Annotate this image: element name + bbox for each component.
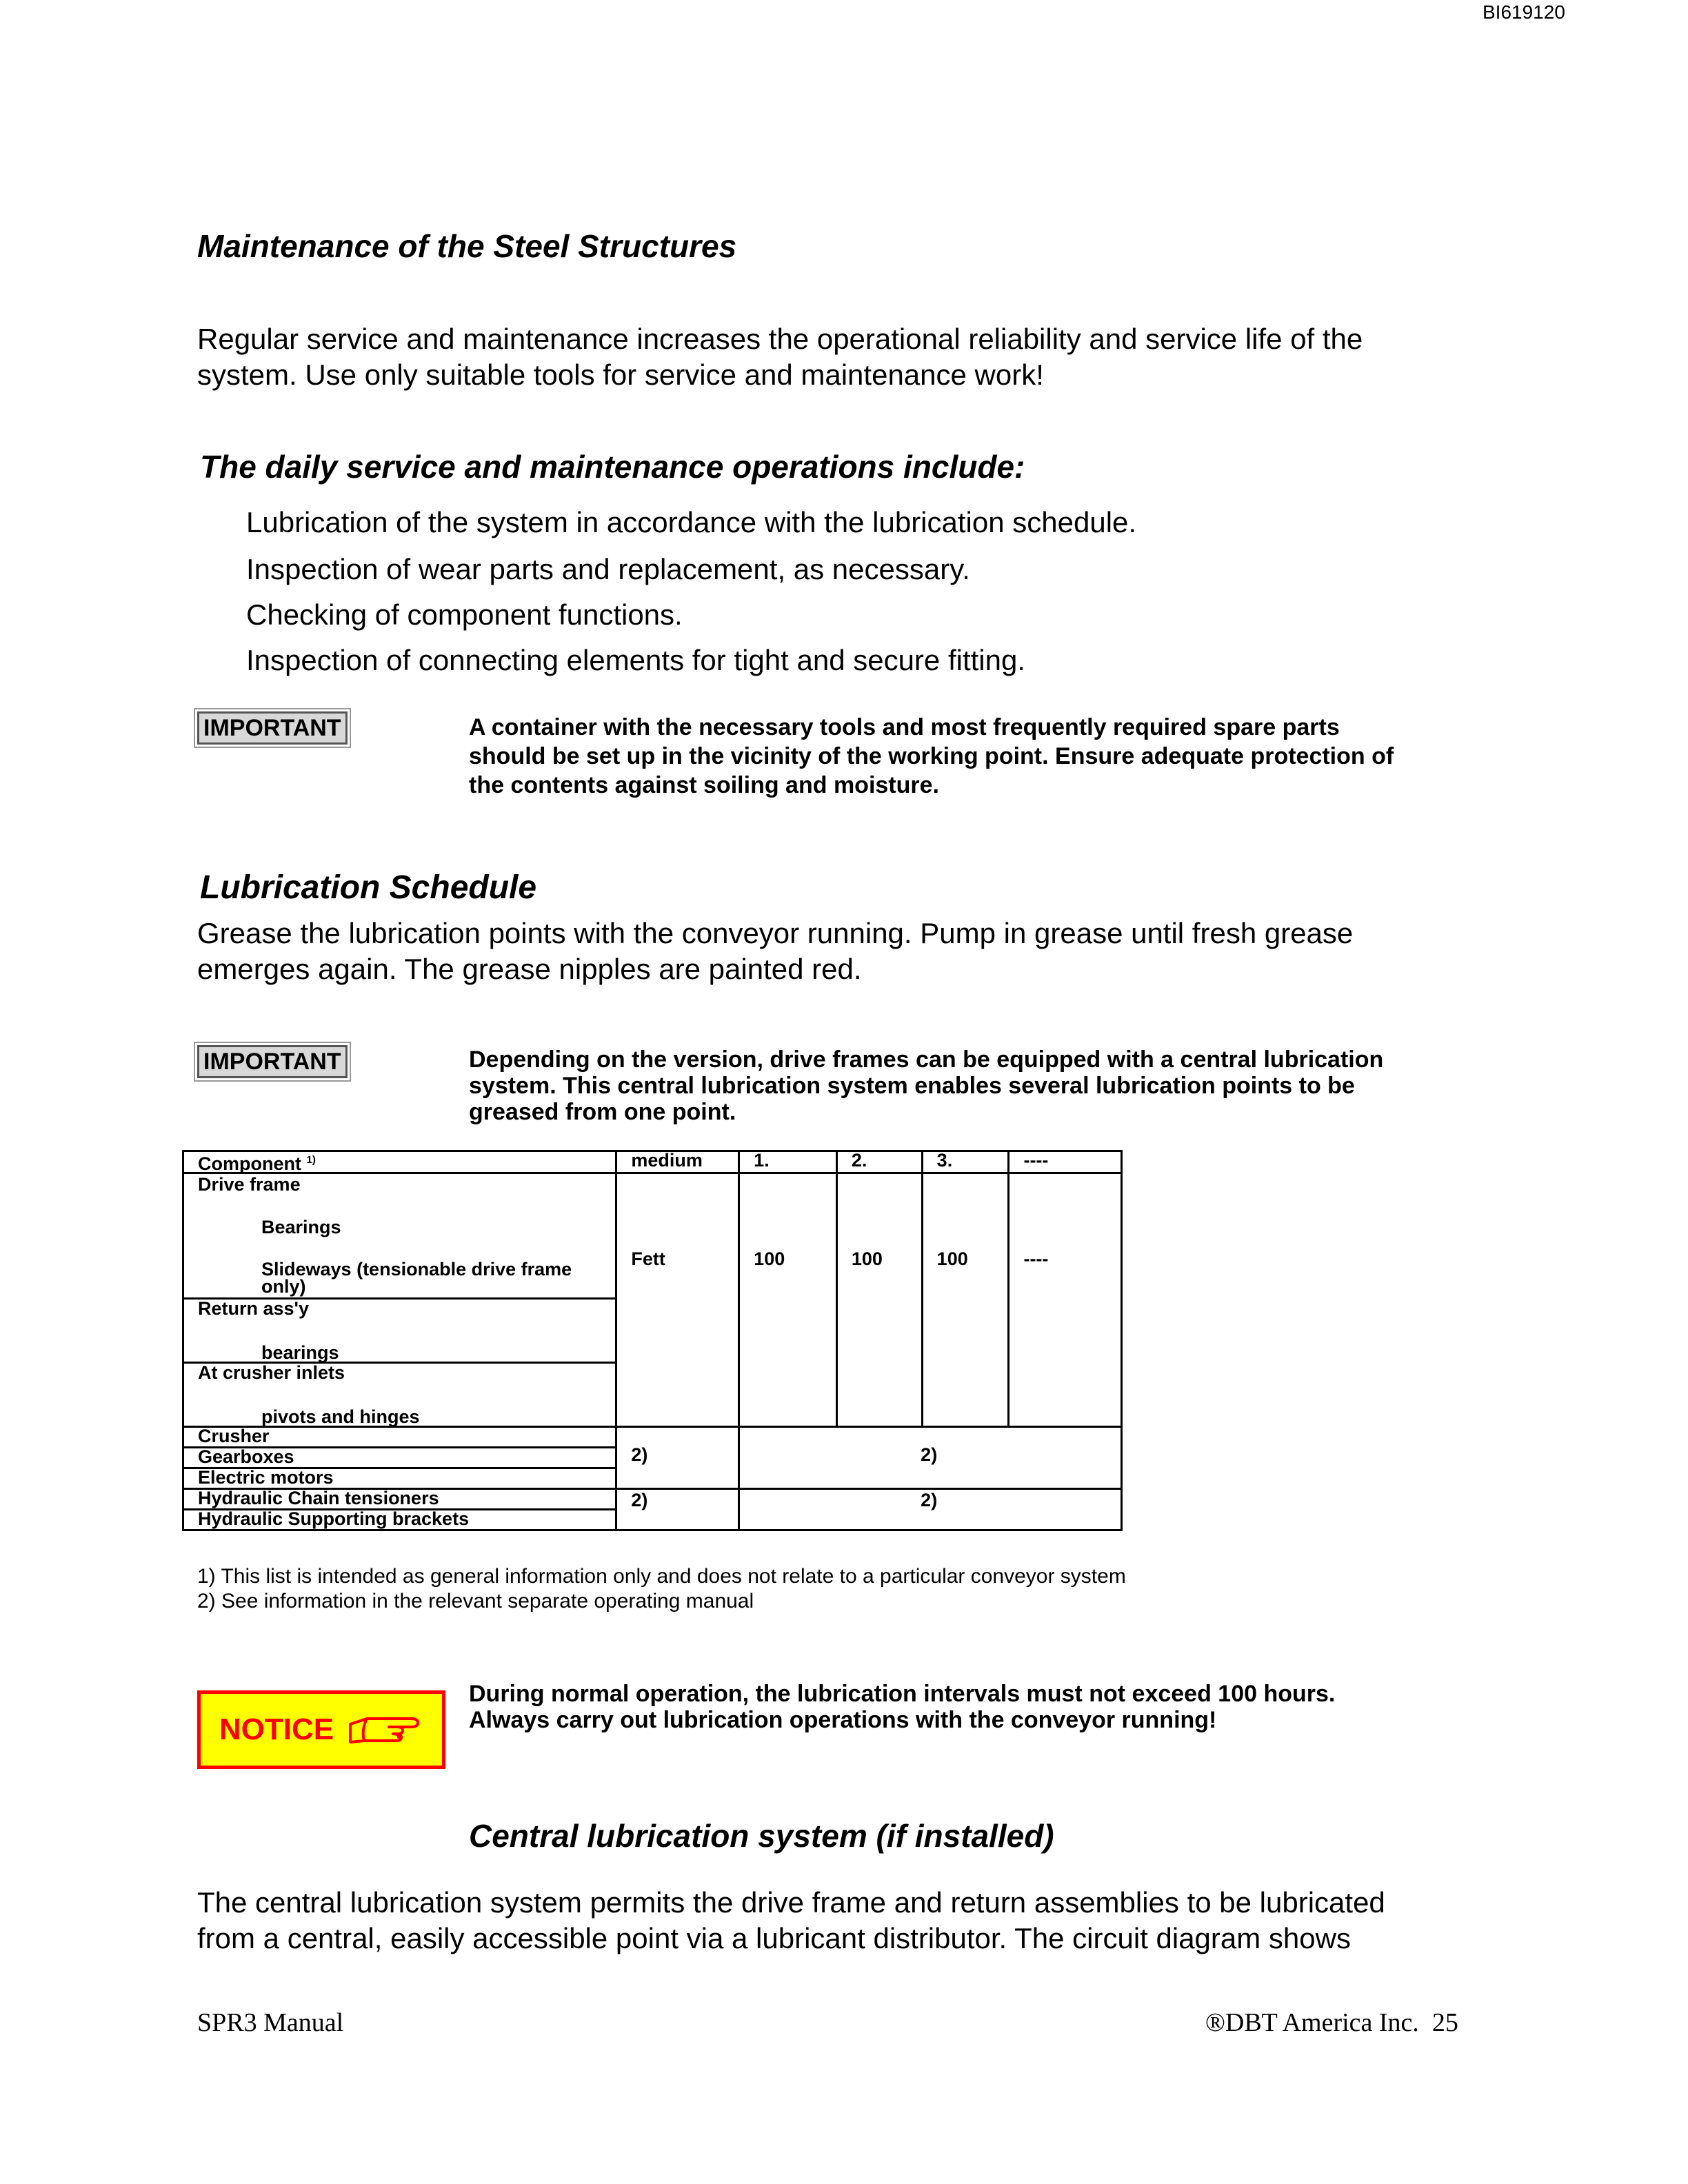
- header-medium: medium: [616, 1151, 739, 1173]
- important-badge: IMPORTANT: [197, 1045, 348, 1078]
- table-row: [183, 1173, 1122, 1299]
- important-text: [469, 713, 1394, 800]
- lubrication-table: [182, 1150, 1123, 1531]
- component-label: Hydraulic Supporting brackets: [183, 1510, 616, 1530]
- important-line: system. This central lubrication system enables several lubrication points to be: [469, 1073, 1355, 1099]
- interval-cell: 100: [836, 1173, 922, 1427]
- daily-item: Inspection of wear parts and replacement, as necessary.: [246, 553, 970, 585]
- header-interval-4: ----: [1009, 1151, 1122, 1173]
- medium-cell: 2): [616, 1427, 739, 1489]
- daily-item: Inspection of connecting elements for tight and secure fitting.: [246, 644, 1026, 676]
- important-line: greased from one point.: [469, 1099, 736, 1125]
- component-label: Gearboxes: [183, 1448, 616, 1468]
- central-line: The central lubrication system permits the drive frame and return assemblies to be lubricated: [197, 1886, 1385, 1919]
- interval-cell: 2): [739, 1489, 1122, 1530]
- component-sub-label: pivots and hinges: [261, 1406, 420, 1427]
- central-heading: Central lubrication system (if installed): [469, 1818, 1054, 1854]
- page-title: Maintenance of the Steel Structures: [197, 228, 737, 264]
- component-label: Return ass'y: [198, 1298, 309, 1319]
- pointing-hand-icon: [348, 1712, 423, 1748]
- intro-line: Regular service and maintenance increases the operational reliability and service life of the: [197, 323, 1363, 355]
- daily-item: Lubrication of the system in accordance with the lubrication schedule.: [246, 506, 1137, 538]
- interval-cell: 100: [922, 1173, 1009, 1427]
- component-sub-label: only): [261, 1276, 306, 1297]
- lubrication-paragraph: [197, 916, 1353, 987]
- header-interval-3: 3.: [922, 1151, 1009, 1173]
- interval-cell: 2): [739, 1427, 1122, 1489]
- central-line: from a central, easily accessible point via a lubricant distributor. The circuit diagram shows: [197, 1922, 1351, 1954]
- header-interval-2: 2.: [836, 1151, 922, 1173]
- footnote: 1) This list is intended as general information only and does not relate to a particular conveyor system: [197, 1565, 1126, 1588]
- component-cell: [183, 1173, 616, 1299]
- intro-line: system. Use only suitable tools for service and maintenance work!: [197, 358, 1044, 391]
- document-id: BI619120: [1483, 1, 1565, 23]
- table-row: [183, 1427, 1122, 1448]
- central-paragraph: [197, 1885, 1385, 1957]
- important-line: A container with the necessary tools and most frequently required spare parts: [469, 714, 1340, 740]
- medium-cell: Fett: [616, 1173, 739, 1427]
- intro-paragraph: [197, 321, 1363, 393]
- component-cell: [183, 1299, 616, 1363]
- important-badge: IMPORTANT: [197, 711, 348, 745]
- table-row: [183, 1489, 1122, 1510]
- notice-line: During normal operation, the lubrication intervals must not exceed 100 hours.: [469, 1681, 1336, 1707]
- table-header-row: [183, 1151, 1122, 1173]
- interval-cell: 100: [739, 1173, 837, 1427]
- component-sub-label: Slideways (tensionable drive frame: [261, 1259, 572, 1280]
- important-text: [469, 1046, 1383, 1125]
- component-label: Drive frame: [198, 1174, 301, 1195]
- important-line: Depending on the version, drive frames can be equipped with a central lubrication: [469, 1046, 1384, 1073]
- interval-cell: ----: [1009, 1173, 1122, 1427]
- component-label: Crusher: [183, 1427, 616, 1448]
- component-label: Hydraulic Chain tensioners: [183, 1489, 616, 1510]
- notice-badge: [197, 1690, 445, 1769]
- notice-text: [469, 1681, 1335, 1733]
- component-label: Electric motors: [183, 1468, 616, 1489]
- header-interval-1: 1.: [739, 1151, 837, 1173]
- component-cell: [183, 1363, 616, 1427]
- important-line: the contents against soiling and moisture.: [469, 772, 939, 798]
- component-sub-label: bearings: [261, 1342, 339, 1363]
- footer-manual-name: SPR3 Manual: [197, 2008, 344, 2037]
- daily-heading: The daily service and maintenance operations include:: [200, 449, 1025, 485]
- footer-copyright: ®DBT America Inc. 25: [1205, 2008, 1458, 2037]
- lube-line: Grease the lubrication points with the conveyor running. Pump in grease until fresh grease: [197, 917, 1354, 949]
- notice-line: Always carry out lubrication operations with the conveyor running!: [469, 1707, 1217, 1733]
- lube-line: emerges again. The grease nipples are painted red.: [197, 953, 862, 985]
- component-label: At crusher inlets: [198, 1362, 345, 1383]
- important-line: should be set up in the vicinity of the working point. Ensure adequate protection of: [469, 743, 1394, 769]
- daily-item: Checking of component functions.: [246, 598, 683, 631]
- header-component: Component $^{1)}$: [183, 1151, 616, 1173]
- component-sub-label: Bearings: [261, 1217, 341, 1237]
- medium-cell: 2): [616, 1489, 739, 1530]
- notice-label: NOTICE: [219, 1712, 334, 1746]
- lubrication-heading: Lubrication Schedule: [200, 869, 537, 906]
- page-number: 25: [1431, 2008, 1458, 2037]
- footnote: 2) See information in the relevant separate operating manual: [197, 1590, 754, 1612]
